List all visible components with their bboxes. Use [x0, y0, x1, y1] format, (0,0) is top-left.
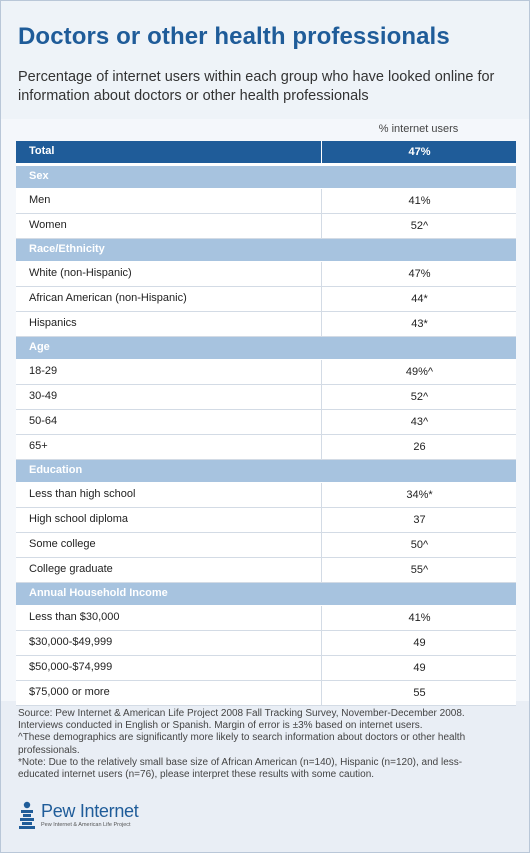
row-label: College graduate [29, 563, 113, 575]
row-label: 50-64 [29, 415, 58, 427]
row-value: 41% [321, 189, 517, 213]
row-value: 43* [321, 312, 517, 336]
row-label: $50,000-$74,999 [29, 661, 113, 673]
table-row [16, 508, 516, 533]
table-row [16, 360, 516, 385]
table-row [16, 558, 516, 583]
row-label: Less than $30,000 [29, 611, 120, 623]
row-label: Some college [29, 538, 96, 550]
section-label: Annual Household Income [29, 587, 168, 599]
logo-tagline: Pew Internet & American Life Project [41, 822, 131, 828]
table-row [16, 385, 516, 410]
logo-wordmark: Pew Internet [41, 801, 139, 821]
column-header: % internet users [378, 123, 459, 135]
row-label: Women [29, 219, 67, 231]
table-row [16, 410, 516, 435]
row-value: 47% [321, 262, 517, 286]
row-value: 49 [321, 631, 517, 655]
table-row [16, 533, 516, 558]
table-row [16, 656, 516, 681]
row-label: Men [29, 194, 51, 206]
table-row [16, 631, 516, 656]
total-label: Total [29, 145, 55, 157]
page-subtitle: Percentage of internet users within each group who have looked online for information about doctors or other health professionals [18, 69, 495, 104]
pew-logo-icon [16, 800, 38, 832]
row-value: 44* [321, 287, 517, 311]
table-row [16, 312, 516, 337]
row-value: 52^ [321, 214, 517, 238]
source-text: Source: Pew Internet & American Life Project 2008 Fall Tracking Survey, November-December 2008. Interviews conducted in English or Spanish. Margin of error is ±3% based on internet users. [18, 708, 465, 732]
section-header [16, 460, 516, 483]
row-value: 34%* [321, 483, 517, 507]
table-row [16, 262, 516, 287]
row-value: 26 [321, 435, 517, 459]
section-header [16, 337, 516, 360]
caret-footnote: ^These demographics are significantly more likely to search information about doctors or other health professionals. [18, 732, 466, 756]
page-title: Doctors or other health professionals [18, 23, 450, 50]
row-value: 52^ [321, 385, 517, 409]
row-value: 49 [321, 656, 517, 680]
row-label: White (non-Hispanic) [29, 267, 132, 279]
row-value: 37 [321, 508, 517, 532]
section-label: Education [29, 464, 83, 476]
table-row [16, 287, 516, 312]
section-header [16, 166, 516, 189]
row-label: High school diploma [29, 513, 129, 525]
section-header [16, 239, 516, 262]
row-label: Hispanics [29, 317, 77, 329]
section-label: Age [29, 341, 50, 353]
row-value: 43^ [321, 410, 517, 434]
row-label: 18-29 [29, 365, 58, 377]
table-row [16, 483, 516, 508]
pew-logo [16, 798, 146, 838]
row-label: $75,000 or more [29, 686, 110, 698]
row-label: African American (non-Hispanic) [29, 292, 187, 304]
table-row [16, 214, 516, 239]
source-notes [18, 708, 478, 781]
total-value: 47% [321, 141, 517, 163]
table-row [16, 681, 516, 706]
row-value: 55^ [321, 558, 517, 582]
row-label: 30-49 [29, 390, 58, 402]
row-label: Less than high school [29, 488, 136, 500]
data-table [16, 141, 516, 706]
total-row [16, 141, 516, 166]
row-value: 50^ [321, 533, 517, 557]
row-label: 65+ [29, 440, 48, 452]
row-value: 41% [321, 606, 517, 630]
asterisk-footnote: *Note: Due to the relatively small base size of African American (n=140), Hispanic (n=120), and less-educated internet users (n=76), please interpret these results with some caution. [18, 756, 463, 781]
section-label: Race/Ethnicity [29, 243, 105, 255]
row-value: 49%^ [321, 360, 517, 384]
table-row [16, 435, 516, 460]
row-value: 55 [321, 681, 517, 705]
section-header [16, 583, 516, 606]
row-label: $30,000-$49,999 [29, 636, 113, 648]
section-label: Sex [29, 170, 49, 182]
table-row [16, 606, 516, 631]
table-row [16, 189, 516, 214]
